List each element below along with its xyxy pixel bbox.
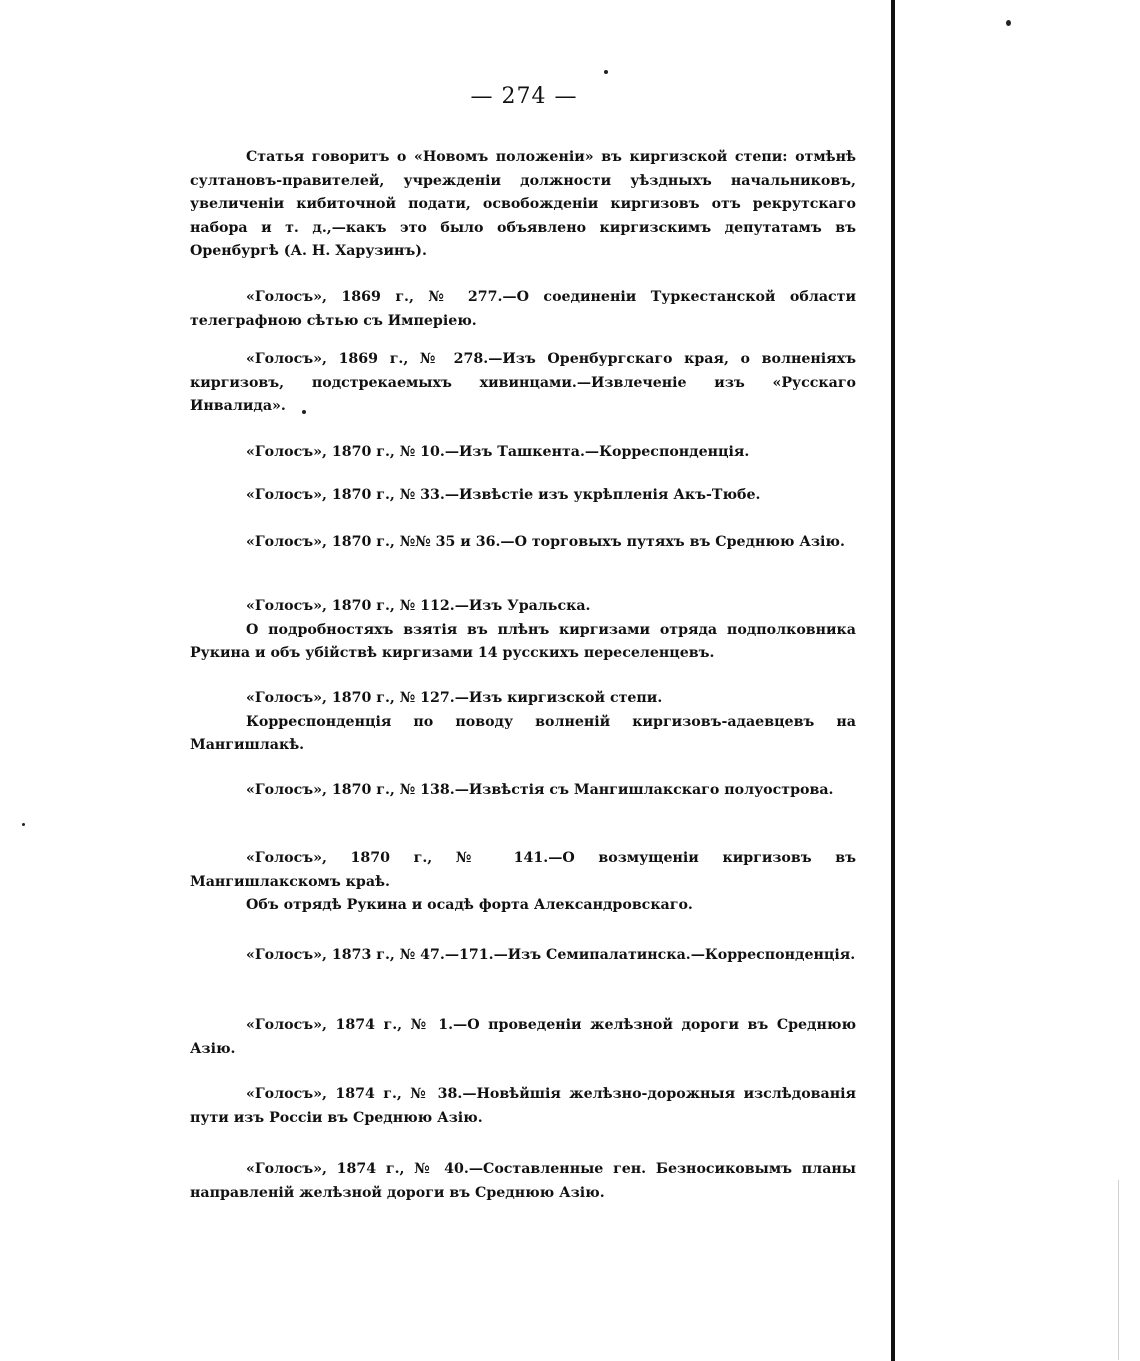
entry-14 <box>190 1158 856 1205</box>
entry-text: «Голосъ», 1874 г., № 40.—Составленные ген. Безносиковымъ планы направленій желѣзной дороги въ Среднюю Азію. <box>190 1161 856 1201</box>
entry-2 <box>190 286 856 333</box>
entry-9 <box>190 779 856 803</box>
entry-subtext: Объ отрядѣ Рукина и осадѣ форта Александровскаго. <box>246 897 693 913</box>
entry-text: «Голосъ», 1870 г., № 127.—Изъ киргизской степи. <box>246 690 663 706</box>
entry-text: «Голосъ», 1870 г., № 112.—Изъ Уральска. <box>246 598 591 614</box>
entry-text: «Голосъ», 1870 г., №№ 35 и 36.—О торговыхъ путяхъ въ Среднюю Азію. <box>246 534 845 550</box>
entry-13 <box>190 1083 856 1130</box>
entry-3 <box>190 348 856 419</box>
entry-text: «Голосъ», 1869 г., № 278.—Изъ Оренбургскаго края, о волненіяхъ киргизовъ, подстрекаемыхъ хивинцами.—Извлеченіе изъ «Русскаго Инвалида». <box>190 351 856 414</box>
scan-artifact-line <box>1118 1180 1119 1360</box>
scan-speck <box>1006 20 1011 26</box>
entry-8 <box>190 687 856 758</box>
entry-7 <box>190 595 856 666</box>
entry-text: «Голосъ», 1870 г., № 10.—Изъ Ташкента.—Корреспонденція. <box>246 444 750 460</box>
entry-text: «Голосъ», 1869 г., № 277.—О соединеніи Туркестанской области телеграфною сѣтью съ Имперіею. <box>190 289 856 329</box>
entry-10 <box>190 847 856 918</box>
entry-4 <box>190 441 856 465</box>
scan-speck <box>604 70 608 74</box>
entry-11 <box>190 944 856 968</box>
page-number: — 274 — <box>470 84 578 109</box>
entry-1 <box>190 146 856 264</box>
entry-text: «Голосъ», 1874 г., № 38.—Новѣйшія желѣзно-дорожныя изслѣдованія пути изъ Россіи въ Среднюю Азію. <box>190 1086 856 1126</box>
entry-text: «Голосъ», 1870 г., № 141.—О возмущеніи киргизовъ въ Мангишлакскомъ краѣ. <box>190 850 856 890</box>
entry-subtext: Корреспонденція по поводу волненій киргизовъ-адаевцевъ на Мангишлакѣ. <box>190 713 856 753</box>
entry-text: Статья говоритъ о «Новомъ положеніи» въ киргизской степи: отмѣнѣ султановъ-правителей, учрежденіи должности уѣздныхъ начальниковъ, увеличеніи кибиточной подати, освобожденіи киргизовъ отъ рекрутскаго набора и т. д.,—какъ это было объявлено киргизскимъ депутатамъ въ Оренбургѣ (А. Н. Харузинъ). <box>190 149 856 259</box>
scan-speck <box>22 823 25 826</box>
entry-text: «Голосъ», 1870 г., № 33.—Извѣстіе изъ укрѣпленія Акъ-Тюбе. <box>246 487 761 503</box>
entry-text: «Голосъ», 1873 г., № 47.—171.—Изъ Семипалатинска.—Корреспонденція. <box>246 947 856 963</box>
entry-6 <box>190 531 856 555</box>
entry-text: «Голосъ», 1874 г., № 1.—О проведеніи желѣзной дороги въ Среднюю Азію. <box>190 1017 856 1057</box>
entry-text: «Голосъ», 1870 г., № 138.—Извѣстія съ Мангишлакскаго полуострова. <box>246 782 834 798</box>
page-edge-rule <box>891 0 895 1361</box>
entry-12 <box>190 1014 856 1061</box>
entry-5 <box>190 484 856 508</box>
entry-subtext: О подробностяхъ взятія въ плѣнъ киргизами отряда подполковника Рукина и объ убійствѣ киргизами 14 русскихъ переселенцевъ. <box>190 621 856 661</box>
